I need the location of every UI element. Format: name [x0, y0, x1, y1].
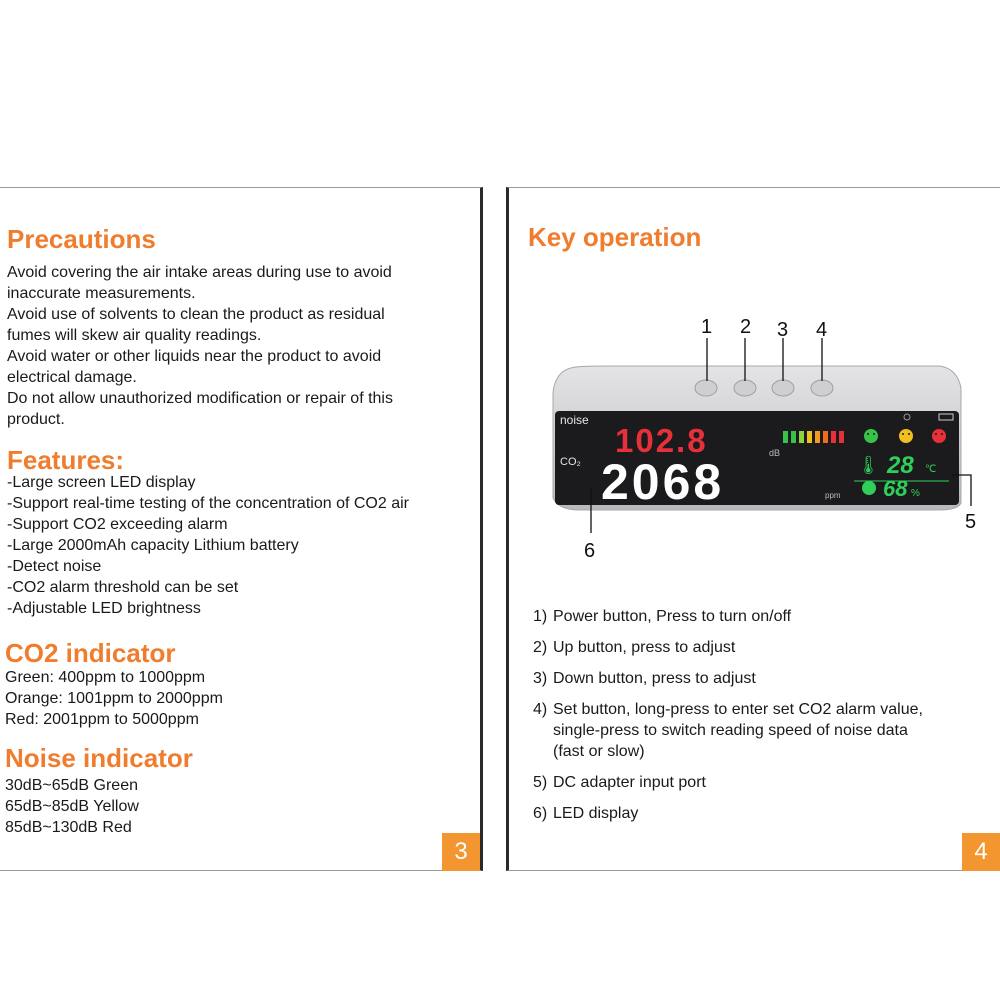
- precautions-line: Avoid covering the air intake areas during use to avoid: [7, 264, 392, 281]
- callout-5: 5: [965, 511, 977, 533]
- list-item: [533, 803, 923, 824]
- noise-reading: 102.8: [615, 422, 708, 459]
- key-operation-heading: Key operation: [528, 222, 702, 252]
- noise-indicator-list: [5, 775, 139, 838]
- humidity-unit: %: [911, 488, 920, 499]
- green-face-icon: [864, 429, 878, 443]
- humidity-reading: 68: [883, 476, 908, 501]
- item-number: 6): [533, 805, 548, 822]
- precautions-line: product.: [7, 411, 65, 428]
- up-button: [734, 380, 756, 396]
- callout-4: 4: [816, 319, 828, 341]
- item-text: Set button, long-press to enter set CO2 alarm value, single-press to switch reading speed of noise data (fast or slow): [553, 701, 923, 760]
- temperature-reading: 28: [887, 452, 914, 479]
- co2-range: Orange: 1001ppm to 2000ppm: [5, 690, 223, 707]
- noise-range: 85dB~130dB Red: [5, 819, 132, 836]
- droplet-icon: [862, 481, 876, 495]
- precautions-heading: Precautions: [7, 224, 156, 254]
- set-button: [811, 380, 833, 396]
- yellow-face-icon: [899, 429, 913, 443]
- feature-item: -Adjustable LED brightness: [7, 600, 201, 617]
- co2-range: Green: 400ppm to 1000ppm: [5, 669, 206, 686]
- co2-unit: ppm: [825, 491, 841, 500]
- precautions-line: Avoid water or other liquids near the product to avoid: [7, 348, 382, 365]
- callout-1: 1: [701, 316, 713, 338]
- feature-item: -Support CO2 exceeding alarm: [7, 516, 228, 533]
- item-text: Up button, press to adjust: [553, 639, 736, 656]
- precautions-line: fumes will skew air quality readings.: [7, 327, 262, 344]
- callout-2: 2: [740, 316, 752, 338]
- operation-list: [533, 606, 923, 834]
- manual-page-4: [506, 187, 1000, 871]
- page-number-3: 3: [442, 833, 480, 871]
- precautions-line: inaccurate measurements.: [7, 285, 196, 302]
- item-number: 4): [533, 701, 548, 718]
- co2-label: CO₂: [560, 456, 581, 468]
- list-item: [533, 637, 923, 658]
- noise-range: 65dB~85dB Yellow: [5, 798, 139, 815]
- feature-item: -Large 2000mAh capacity Lithium battery: [7, 537, 299, 554]
- precautions-line: Do not allow unauthorized modification or repair of this: [7, 390, 393, 407]
- noise-indicator-heading: Noise indicator: [5, 743, 193, 773]
- temperature-unit: ℃: [925, 464, 937, 475]
- co2-range: Red: 2001ppm to 5000ppm: [5, 711, 199, 728]
- manual-page-3: [0, 187, 483, 871]
- thermometer-icon: 🌡: [857, 455, 880, 475]
- item-number: 3): [533, 670, 548, 687]
- noise-range: 30dB~65dB Green: [5, 777, 138, 794]
- red-face-icon: [932, 429, 946, 443]
- list-item: [533, 606, 923, 627]
- feature-item: -Detect noise: [7, 558, 102, 575]
- co2-reading: 2068: [601, 454, 725, 510]
- callout-3: 3: [777, 319, 789, 341]
- item-text: LED display: [553, 805, 639, 822]
- noise-unit: dB: [769, 448, 781, 458]
- device-illustration: [509, 188, 1000, 568]
- precautions-text: [7, 262, 393, 430]
- item-text: Down button, press to adjust: [553, 670, 756, 687]
- page-number-4: 4: [962, 833, 1000, 871]
- item-text: Power button, Press to turn on/off: [553, 608, 792, 625]
- features-list: [7, 472, 409, 619]
- item-number: 2): [533, 639, 548, 656]
- item-number: 5): [533, 774, 548, 791]
- down-button: [772, 380, 794, 396]
- item-text: DC adapter input port: [553, 774, 706, 791]
- feature-item: -Support real-time testing of the concentration of CO2 air: [7, 495, 409, 512]
- precautions-line: Avoid use of solvents to clean the product as residual: [7, 306, 385, 323]
- power-button: [695, 380, 717, 396]
- list-item: [533, 668, 923, 689]
- list-item: [533, 699, 923, 762]
- callout-6: 6: [584, 540, 596, 562]
- features-heading: Features:: [7, 445, 125, 475]
- precautions-line: electrical damage.: [7, 369, 137, 386]
- device-brand: noise: [560, 413, 589, 427]
- co2-indicator-list: [5, 667, 223, 730]
- item-number: 1): [533, 608, 548, 625]
- co2-indicator-heading: CO2 indicator: [5, 638, 176, 668]
- feature-item: -Large screen LED display: [7, 474, 196, 491]
- feature-item: -CO2 alarm threshold can be set: [7, 579, 239, 596]
- list-item: [533, 772, 923, 793]
